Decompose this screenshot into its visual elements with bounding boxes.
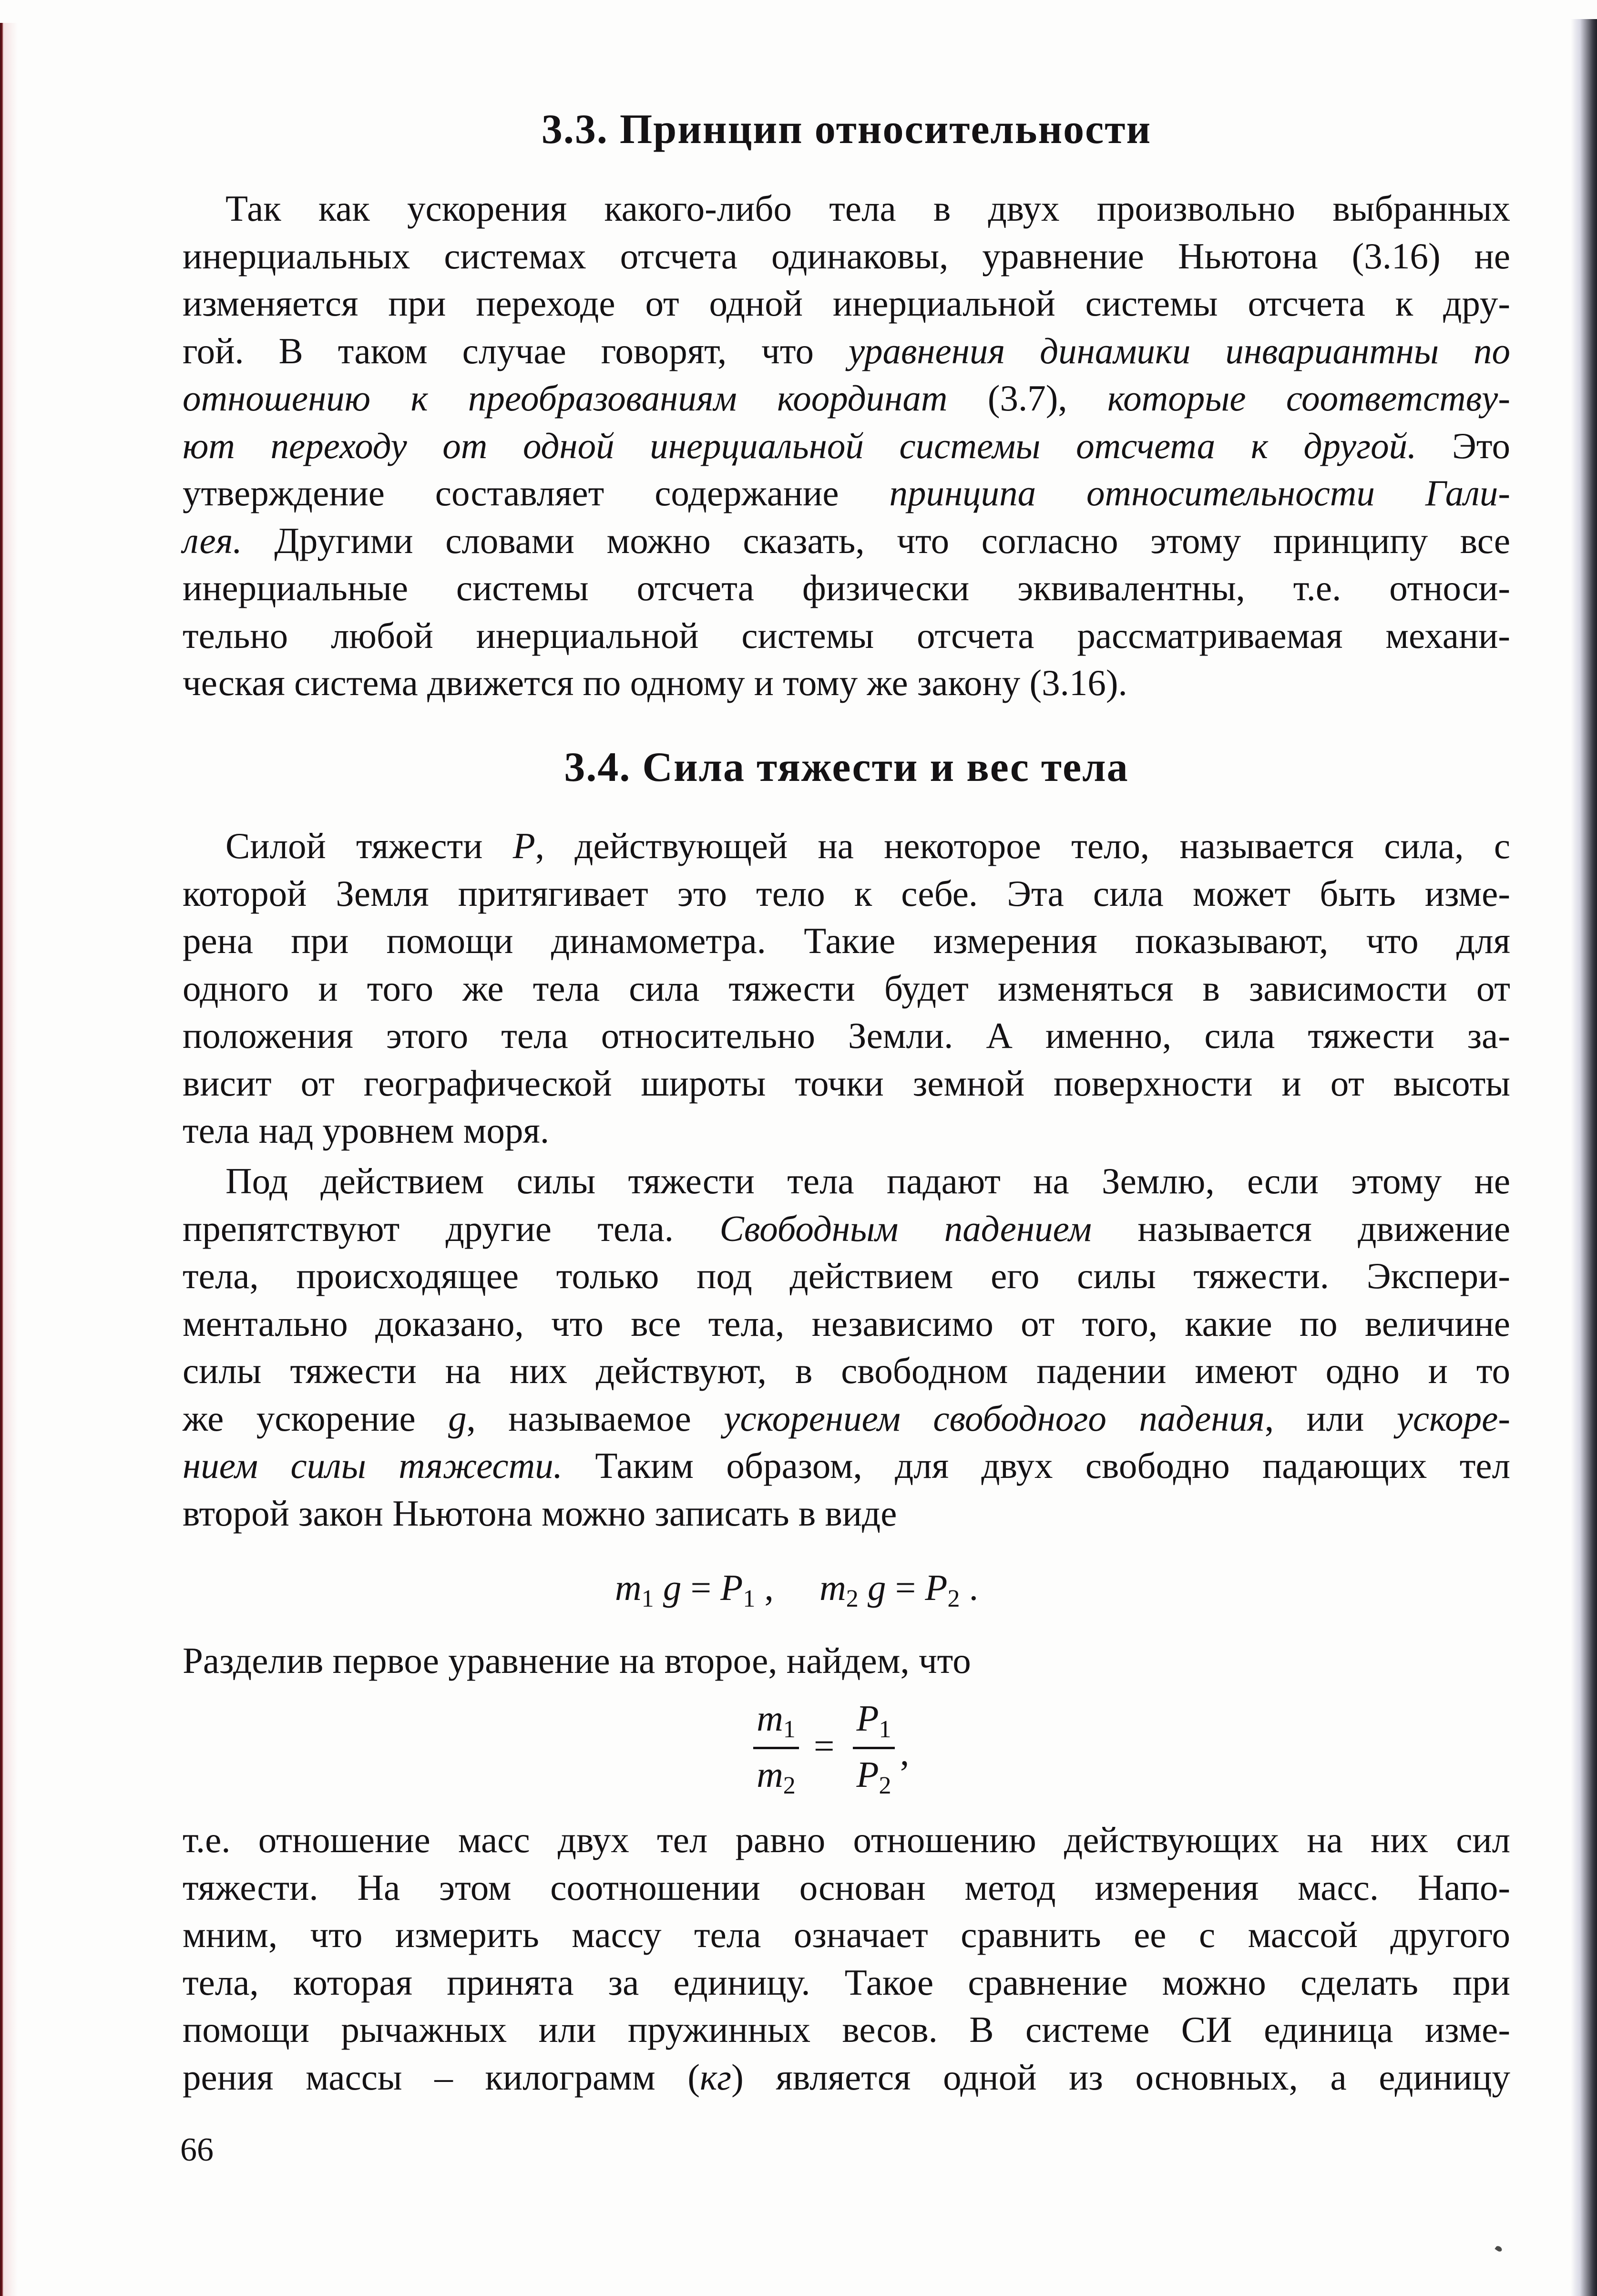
emphasis-text: лея.: [183, 520, 242, 561]
emphasis-text: принципа относительности Гали-: [889, 472, 1511, 513]
emphasis-text: ускорением свободного падения: [724, 1397, 1265, 1439]
text-line: тела, которая принята за единицу. Такое сравнение можно сделать при: [183, 1961, 1510, 2003]
math-symbol: P: [512, 825, 535, 866]
section-heading-3-3: 3.3. Принцип относительности: [541, 106, 1152, 153]
text-line: рена при помощи динамометра. Такие измерения показывают, что для: [183, 920, 1510, 961]
text-line: гой. В таком случае говорят, что уравнения динамики инвариантны по: [183, 330, 1510, 371]
emphasis-text: отношению к преобразованиям координат: [183, 378, 948, 419]
scan-speck: [1495, 2245, 1503, 2253]
emphasis-text: ускоре-: [1396, 1397, 1510, 1439]
binding-shadow: [3, 23, 18, 2296]
emphasis-text: ют переходу от одной инерциальной системы отсчета к другой.: [183, 425, 1417, 466]
emphasis-text: Свободным падением: [719, 1208, 1092, 1249]
equals-sign: =: [814, 1725, 835, 1766]
text-line: Разделив первое уравнение на второе, найдем, что: [183, 1640, 971, 1681]
text-line: нием силы тяжести. Таким образом, для двух свободно падающих тел: [183, 1445, 1511, 1486]
text-line: инерциальные системы отсчета физически эквивалентны, т.е. относи-: [183, 567, 1510, 608]
text-line: второй закон Ньютона можно записать в виде: [183, 1492, 897, 1534]
emphasis-text: уравнения динамики инвариантны по: [848, 330, 1510, 371]
math-symbol: g: [448, 1397, 467, 1439]
text-line: положения этого тела относительно Земли. А именно, сила тяжести за-: [183, 1015, 1510, 1056]
paragraph-relativity-principle: [183, 185, 1510, 707]
page-number: 66: [180, 2132, 214, 2168]
text-line: инерциальных системах отсчета одинаковы, уравнение Ньютона (3.16) не: [183, 235, 1510, 277]
text-line: висит от географической широты точки земной поверхности и от высоты: [183, 1062, 1510, 1104]
text-line: тела над уровнем моря.: [183, 1110, 550, 1151]
text-line: т.е. отношение масс двух тел равно отношению действующих на них сил: [183, 1819, 1510, 1860]
fraction-numerator-right: $P_1$: [856, 1698, 891, 1743]
text-line: тяжести. На этом соотношении основан метод измерения масс. Напо-: [183, 1866, 1510, 1908]
emphasis-text: которые соответству-: [1107, 378, 1510, 419]
text-line: силы тяжести на них действуют, в свободном падении имеют одно и то: [183, 1350, 1510, 1391]
unit-symbol: кг: [700, 2056, 732, 2098]
text-line: мним, что измерить массу тела означает сравнить ее с массой другого: [183, 1914, 1510, 1955]
emphasis-text: нием силы тяжести.: [183, 1445, 563, 1486]
text-line: одного и того же тела сила тяжести будет изменяться в зависимости от: [183, 967, 1510, 1009]
fraction-numerator-left: $m_1$: [757, 1698, 796, 1743]
fraction-denominator-right: $P_2$: [856, 1754, 891, 1799]
paragraph-divide-equations: [183, 1637, 1510, 1685]
text-line: тельно любой инерциальной системы отсчета рассматриваемая механи-: [183, 615, 1510, 656]
text-line: Силой тяжести P, действующей на некоторое тело, называется сила, с: [225, 825, 1511, 866]
paragraph-free-fall: [183, 1158, 1510, 1537]
fraction-bar-right: [853, 1747, 895, 1749]
fraction-bar-left: [753, 1747, 799, 1749]
book-binding-edge: [0, 23, 3, 2296]
fraction-denominator-left: $m_2$: [757, 1754, 796, 1799]
text-line: Под действием силы тяжести тела падают на Землю, если этому не: [225, 1160, 1510, 1201]
text-line: отношению к преобразованиям координат (3.7), которые соответству-: [183, 378, 1510, 419]
text-line: тела, происходящее только под действием его силы тяжести. Экспери-: [183, 1255, 1510, 1296]
text-line: лея. Другими словами можно сказать, что согласно этому принципу все: [183, 520, 1510, 561]
equation-newton-second-law: $m_1$ $g = P_1$ , $m_2$ $g = P_2$ .: [615, 1567, 978, 1612]
text-line: помощи рычажных или пружинных весов. В системе СИ единица изме-: [183, 2009, 1510, 2050]
page-right-edge-shadow: [1571, 19, 1597, 2296]
paragraph-gravity-force: [183, 822, 1510, 1155]
text-line: утверждение составляет содержание принципа относительности Гали-: [183, 472, 1511, 513]
section-heading-3-4: 3.4. Сила тяжести и вес тела: [564, 744, 1129, 790]
text-line: препятствуют другие тела. Свободным падением называется движение: [183, 1208, 1510, 1249]
text-line: которой Земля притягивает это тело к себе. Эта сила может быть изме-: [183, 872, 1510, 914]
text-line: ческая система движется по одному и тому же закону (3.16).: [183, 662, 1127, 703]
text-line: ют переходу от одной инерциальной системы отсчета к другой. Это: [183, 425, 1510, 466]
text-line: Так как ускорения какого-либо тела в двух произвольно выбранных: [225, 188, 1510, 229]
trailing-comma: ,: [900, 1732, 910, 1773]
equation-mass-ratio: [750, 1697, 941, 1807]
text-line: же ускорение g, называемое ускорением свободного падения, или ускоре-: [183, 1397, 1510, 1439]
text-line: изменяется при переходе от одной инерциальной системы отсчета к дру-: [183, 283, 1510, 324]
text-line: рения массы – килограмм (кг) является одной из основных, а единицу: [183, 2056, 1510, 2098]
text-line: ментально доказано, что все тела, независимо от того, какие по величине: [183, 1302, 1510, 1344]
paragraph-mass-measurement: [183, 1816, 1510, 2101]
